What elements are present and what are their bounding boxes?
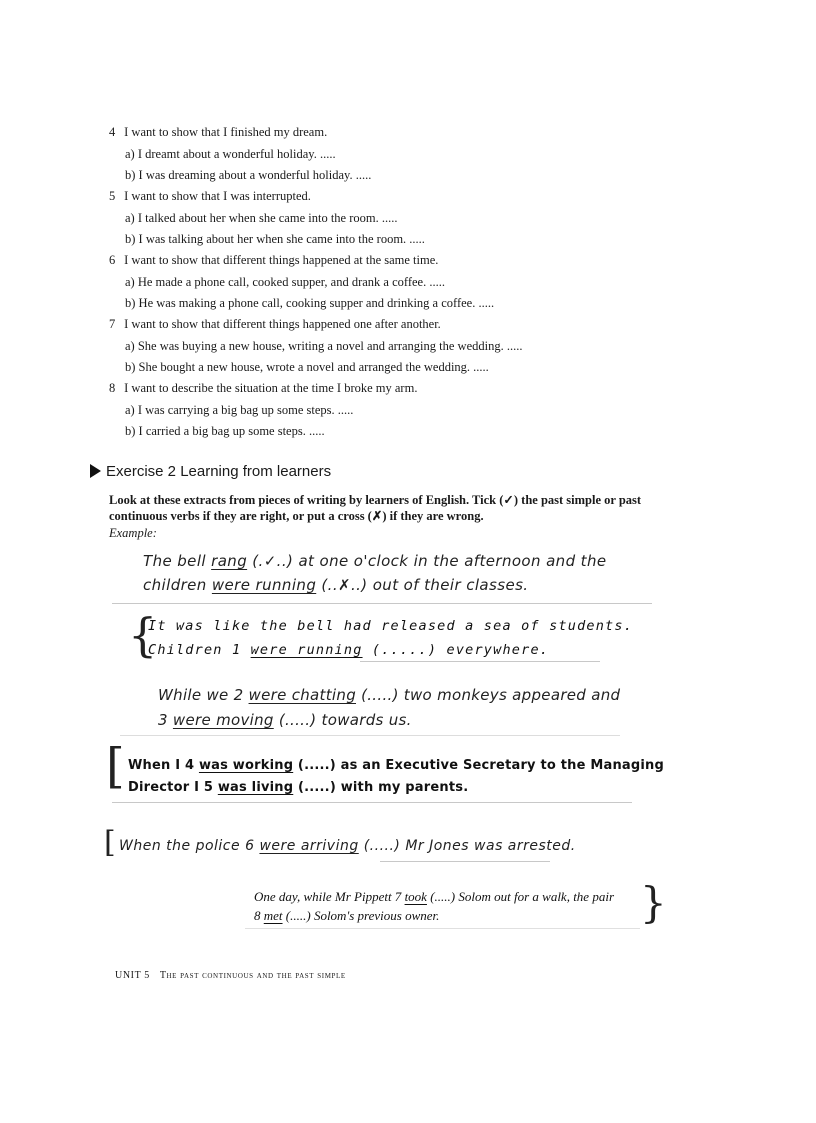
text: When the police 6 xyxy=(119,838,260,854)
text: (.....) Solom out for a walk, the pair xyxy=(426,889,614,904)
option-5a: a) I talked about her when she came into the room. ..... xyxy=(125,211,398,225)
verb-2: were chatting xyxy=(248,686,357,704)
triangle-arrow-icon xyxy=(90,464,101,478)
text: 3 xyxy=(158,711,173,729)
text: (.....) as an Executive Secretary to the Managing xyxy=(293,758,665,773)
question-8 xyxy=(109,380,417,396)
text: out of their classes. xyxy=(367,576,529,594)
verb-5: was living xyxy=(217,780,294,795)
verb: were running xyxy=(211,576,317,594)
text: The bell xyxy=(143,552,212,570)
question-prompt: I want to describe the situation at the time I broke my arm. xyxy=(124,381,418,395)
option-7a: a) She was buying a new house, writing a novel and arranging the wedding. ..... xyxy=(125,339,523,353)
answer-mark: (.✓..) xyxy=(247,552,294,570)
extract-5-line-2 xyxy=(254,908,439,924)
example-label: Example: xyxy=(109,526,157,540)
question-5 xyxy=(109,188,311,204)
extract-4-line-1 xyxy=(119,838,576,854)
extract-2-line-2 xyxy=(158,711,412,729)
exercise-heading xyxy=(90,463,331,480)
question-prompt: I want to show that I was interrupted. xyxy=(124,189,311,203)
bracket-mark: } xyxy=(640,878,667,927)
extract-1-line-2 xyxy=(148,642,549,658)
option-4a: a) I dreamt about a wonderful holiday. ..... xyxy=(125,147,336,161)
text: at one o'clock in the afternoon and the xyxy=(293,552,607,570)
scan-divider xyxy=(245,928,640,929)
text: Director I 5 xyxy=(128,780,218,795)
question-prompt: I want to show that different things happened one after another. xyxy=(124,317,441,331)
scan-divider xyxy=(112,603,652,604)
verb: rang xyxy=(211,552,248,570)
text: (.....) towards us. xyxy=(273,711,412,729)
option-6a: a) He made a phone call, cooked supper, and drank a coffee. ..... xyxy=(125,275,445,289)
question-number: 4 xyxy=(109,125,116,139)
question-prompt: I want to show that different things happened at the same time. xyxy=(124,253,439,267)
bracket-mark: [ xyxy=(106,738,125,794)
brace-mark: { xyxy=(128,608,158,662)
verb-6: were arriving xyxy=(259,838,359,854)
verb-3: were moving xyxy=(172,711,274,729)
scan-divider xyxy=(380,861,550,862)
answer-mark: (..✗..) xyxy=(316,576,368,594)
question-6 xyxy=(109,252,438,268)
question-prompt: I want to show that I finished my dream. xyxy=(124,125,328,139)
scan-divider xyxy=(120,735,620,736)
verb-4: was working xyxy=(198,758,294,773)
example-line-1 xyxy=(143,552,606,570)
text: (.....) with my parents. xyxy=(293,780,469,795)
footer-title: The past continuous and the past simple xyxy=(159,970,346,981)
text: (.....) Solom's previous owner. xyxy=(282,908,440,923)
extract-2-line-1 xyxy=(158,686,620,704)
text: One day, while Mr Pippett 7 xyxy=(254,889,405,904)
text: (.....) everywhere. xyxy=(362,642,550,658)
option-4b: b) I was dreaming about a wonderful holiday. ..... xyxy=(125,168,372,182)
extract-1-line-1: It was like the bell had released a sea of students. xyxy=(148,618,634,634)
question-number: 5 xyxy=(109,189,116,203)
text: children xyxy=(143,576,212,594)
option-8a: a) I was carrying a big bag up some steps. ..... xyxy=(125,403,354,417)
verb-1: were running xyxy=(250,642,363,658)
question-7 xyxy=(109,316,441,332)
exercise-heading-text: Exercise 2 Learning from learners xyxy=(106,463,332,480)
option-7b: b) She bought a new house, wrote a novel and arranged the wedding. ..... xyxy=(125,360,489,374)
option-8b: b) I carried a big bag up some steps. ..... xyxy=(125,424,325,438)
text: (.....) two monkeys appeared and xyxy=(356,686,621,704)
question-number: 7 xyxy=(109,317,116,331)
question-number: 6 xyxy=(109,253,116,267)
scan-divider xyxy=(112,802,632,803)
text: 8 xyxy=(254,908,264,923)
scan-divider xyxy=(360,661,600,662)
page-footer xyxy=(115,970,346,981)
text: Children 1 xyxy=(148,642,251,658)
question-4 xyxy=(109,124,327,140)
verb-8: met xyxy=(263,908,283,923)
exercise-instructions: Look at these extracts from pieces of writing by learners of English. Tick (✓) the past simple or past continuous verbs if they are right, or put a cross (✗) if they are wrong. xyxy=(109,493,642,523)
text: (.....) Mr Jones was arrested. xyxy=(358,838,576,854)
extract-3-line-1 xyxy=(128,758,664,773)
option-6b: b) He was making a phone call, cooking supper and drinking a coffee. ..... xyxy=(125,296,495,310)
bracket-mark: [ xyxy=(104,825,116,860)
extract-3-line-2 xyxy=(128,780,468,795)
example-line-2 xyxy=(143,576,528,594)
text: While we 2 xyxy=(158,686,249,704)
footer-unit: UNIT 5 xyxy=(115,970,150,981)
verb-7: took xyxy=(404,889,427,904)
question-number: 8 xyxy=(109,381,116,395)
option-5b: b) I was talking about her when she came into the room. ..... xyxy=(125,232,425,246)
text: When I 4 xyxy=(128,758,199,773)
extract-5-line-1 xyxy=(254,889,614,905)
